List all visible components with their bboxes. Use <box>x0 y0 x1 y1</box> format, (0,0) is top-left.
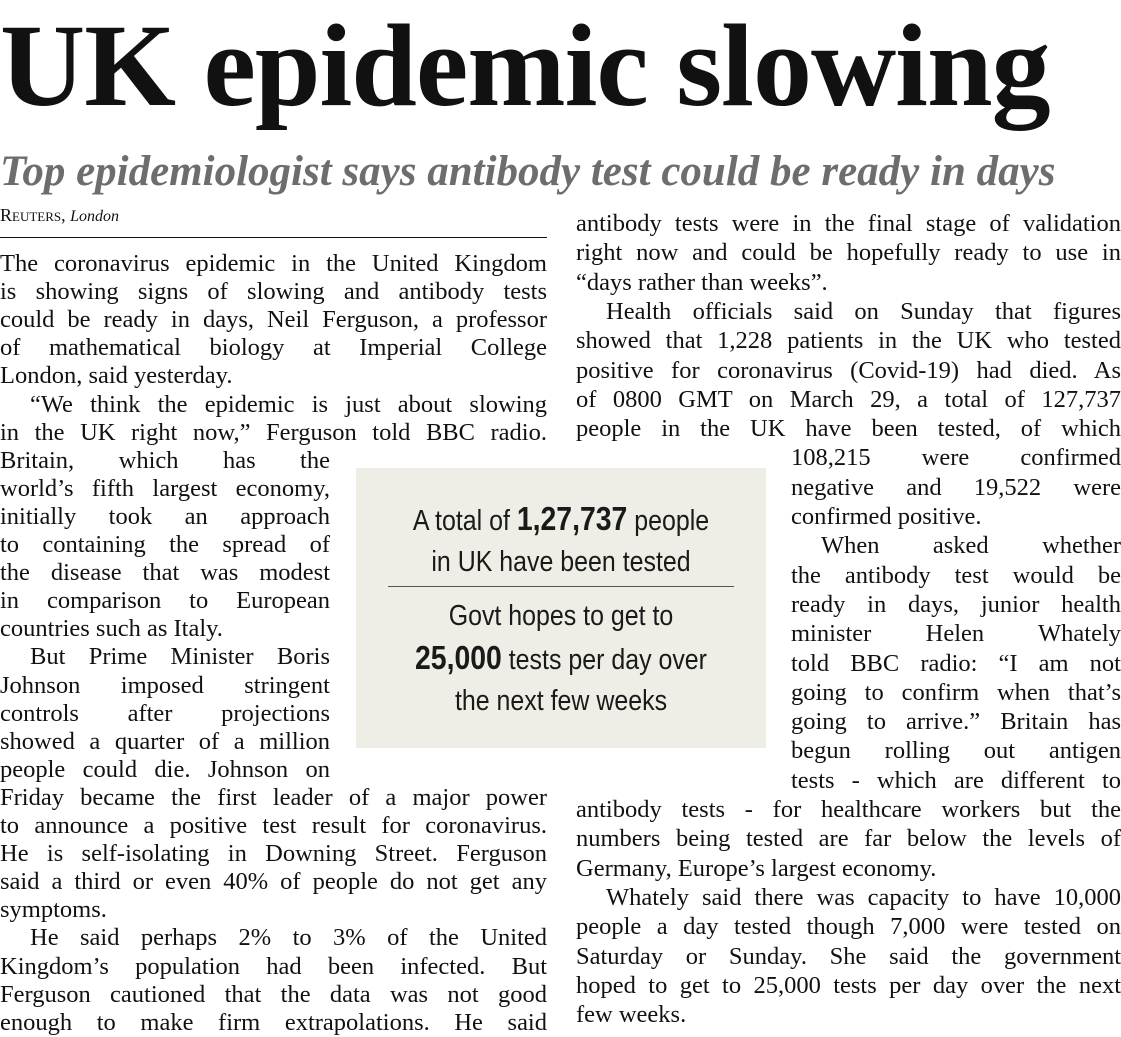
article-line: Saturday or Sunday. She said the government <box>576 942 1121 970</box>
article-line: Johnson imposed stringent <box>0 671 330 699</box>
article-line: to announce a positive test result for coronavirus. <box>0 812 547 839</box>
article-line: Whately said there was capacity to have 10,000 <box>606 883 1121 911</box>
article-line: showed a quarter of a million <box>0 727 330 755</box>
article-line: He said perhaps 2% to 3% of the United <box>30 924 547 952</box>
article-line: the disease that was modest <box>0 559 330 587</box>
article-line: countries such as Italy. <box>0 615 223 643</box>
headline: UK epidemic slowing <box>0 0 1050 131</box>
article-line: “days rather than weeks”. <box>576 268 828 296</box>
byline-agency: Reuters, <box>0 205 66 225</box>
article-line: 108,215 were confirmed <box>791 444 1121 472</box>
article-line: could be ready in days, Neil Ferguson, a professor <box>0 306 547 334</box>
article-line: When asked whether <box>821 532 1121 560</box>
pull-quote-box <box>356 468 766 748</box>
byline-city: London <box>70 208 120 225</box>
pull-quote-target-number: 25,000 <box>415 639 502 676</box>
article-line: Germany, Europe’s largest economy. <box>576 854 937 882</box>
article-line: people in the UK have been tested, of which <box>576 415 1121 443</box>
article-line: going to arrive.” Britain has <box>791 708 1121 736</box>
article-line: numbers being tested are far below the levels of <box>576 825 1121 853</box>
article-line: of 0800 GMT on March 29, a total of 127,737 <box>576 385 1121 413</box>
article-line: few weeks. <box>576 1001 687 1029</box>
pull-quote-tested: A total of 1,27,737 people in UK have been tested <box>412 500 710 578</box>
article-line: hoped to get to 25,000 tests per day over the next <box>576 971 1121 999</box>
pull-quote-divider <box>388 586 734 587</box>
article-line: Health officials said on Sunday that figures <box>606 297 1121 325</box>
article-line: But Prime Minister Boris <box>30 643 330 671</box>
article-line: confirmed positive. <box>791 503 982 530</box>
article-line: “We think the epidemic is just about slowing <box>30 390 547 418</box>
article-line: minister Helen Whately <box>791 620 1121 648</box>
article-line: antibody tests were in the final stage of validation <box>576 210 1121 237</box>
article-line: said a third or even 40% of people do not get any <box>0 868 547 896</box>
article-line: antibody tests - for healthcare workers but the <box>576 796 1121 823</box>
article-line: is showing signs of slowing and antibody tests <box>0 278 547 306</box>
subheadline: Top epidemiologist says antibody test could be ready in days <box>0 148 1056 195</box>
byline <box>0 203 119 229</box>
pull-quote-target: Govt hopes to get to 25,000 tests per day over the next few weeks <box>415 600 707 717</box>
article-line: in the UK right now,” Ferguson told BBC radio. <box>0 418 547 446</box>
article-line: enough to make firm extrapolations. He said <box>0 1008 547 1036</box>
article-line: going to confirm when that’s <box>791 678 1121 706</box>
article-line: told BBC radio: “I am not <box>791 649 1121 677</box>
article-line: negative and 19,522 were <box>791 473 1121 501</box>
article-line: Britain, which has the <box>0 446 330 474</box>
article-line: of mathematical biology at Imperial College <box>0 334 547 362</box>
article-line: initially took an approach <box>0 502 330 530</box>
article-line: to containing the spread of <box>0 531 330 558</box>
article-line: ready in days, junior health <box>791 590 1121 618</box>
article-line: in comparison to European <box>0 587 330 615</box>
article-line: Ferguson cautioned that the data was not good <box>0 980 547 1008</box>
article-line: right now and could be hopefully ready to use in <box>576 239 1121 267</box>
article-line: the antibody test would be <box>791 561 1121 589</box>
pull-quote-tested-number: 1,27,737 <box>516 500 628 537</box>
article-line: people a day tested though 7,000 were tested on <box>576 913 1121 941</box>
article-line: symptoms. <box>0 896 107 924</box>
article-line: The coronavirus epidemic in the United Kingdom <box>0 250 547 277</box>
article-line: world’s fifth largest economy, <box>0 474 330 502</box>
article-line: people could die. Johnson on <box>0 755 330 783</box>
article-line: begun rolling out antigen <box>791 737 1121 765</box>
article-line: positive for coronavirus (Covid-19) had died. As <box>576 356 1121 384</box>
article-line: London, said yesterday. <box>0 362 233 390</box>
article-line: Kingdom’s population had been infected. But <box>0 952 547 980</box>
article-line: tests - which are different to <box>791 766 1121 794</box>
article-line: controls after projections <box>0 699 330 727</box>
article-line: Friday became the first leader of a major power <box>0 783 547 811</box>
article-line: showed that 1,228 patients in the UK who tested <box>576 327 1121 355</box>
byline-rule <box>0 237 547 238</box>
article-line: He is self-isolating in Downing Street. Ferguson <box>0 840 547 868</box>
